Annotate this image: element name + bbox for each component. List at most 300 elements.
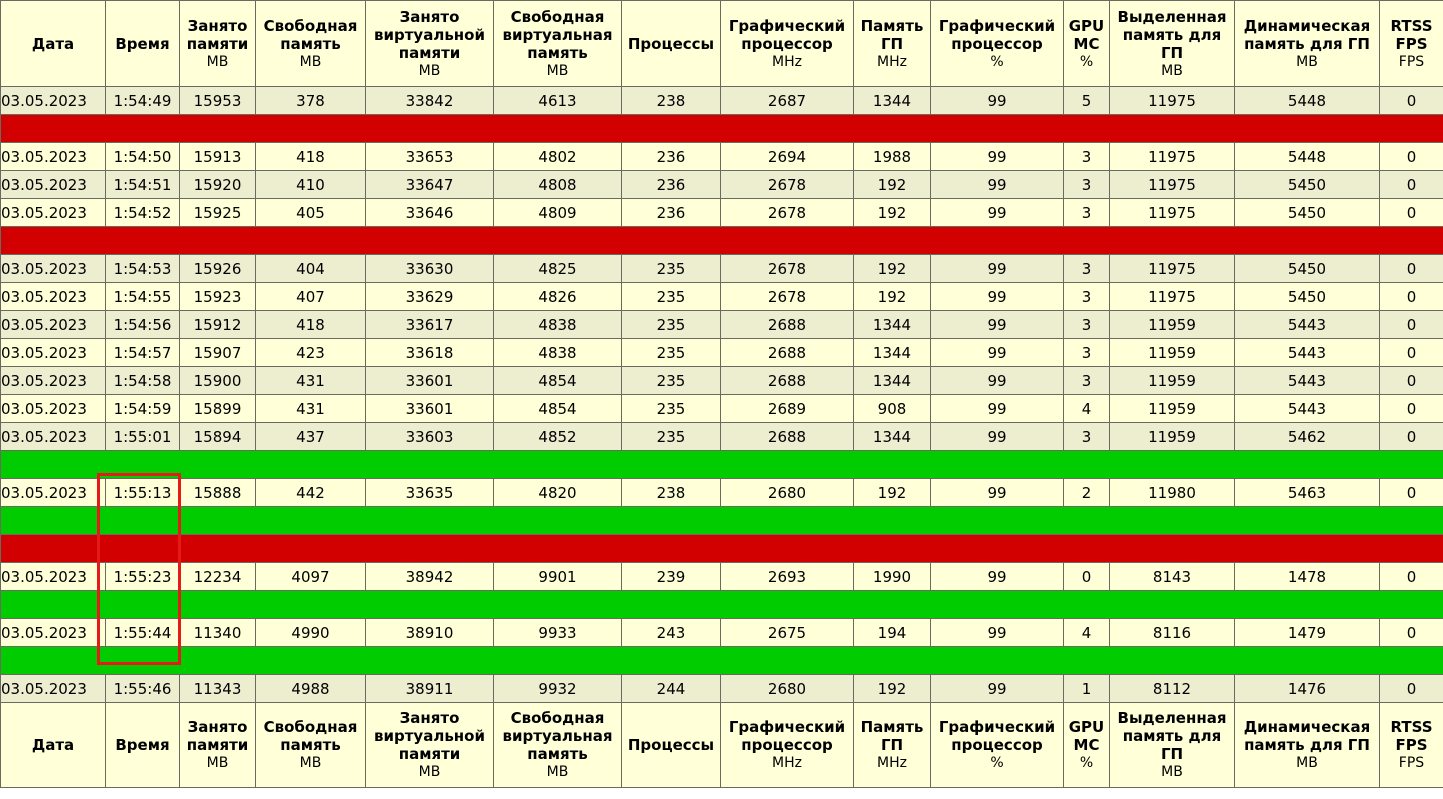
value-cell: 2688 (721, 423, 854, 451)
value-cell: 15926 (180, 255, 256, 283)
column-title: Занято памяти (186, 718, 249, 754)
column-title: Процессы (627, 34, 715, 53)
header-row-top (1, 1, 1443, 87)
value-cell: 239 (622, 563, 721, 591)
value-cell: 0 (1380, 283, 1443, 311)
value-cell: 0 (1380, 171, 1443, 199)
value-cell: 236 (622, 143, 721, 171)
value-cell: 11959 (1110, 367, 1235, 395)
header-top-col-5[interactable] (494, 1, 622, 87)
value-cell: 5448 (1235, 87, 1380, 115)
value-cell: 99 (931, 619, 1064, 647)
value-cell: 2688 (721, 339, 854, 367)
date-cell: 03.05.2023 (1, 675, 106, 703)
value-cell: 11975 (1110, 199, 1235, 227)
header-bottom-col-6[interactable] (622, 703, 721, 788)
value-cell: 4 (1064, 619, 1110, 647)
value-cell: 1344 (854, 87, 931, 115)
column-unit: MB (1161, 764, 1183, 780)
value-cell: 15923 (180, 283, 256, 311)
value-cell: 2688 (721, 367, 854, 395)
value-cell: 418 (256, 311, 366, 339)
date-cell: 03.05.2023 (1, 395, 106, 423)
value-cell: 2693 (721, 563, 854, 591)
table-row[interactable] (1, 283, 1443, 311)
column-title: Занято виртуальной памяти (374, 7, 485, 62)
date-cell: 03.05.2023 (1, 423, 106, 451)
value-cell: 99 (931, 283, 1064, 311)
header-top-col-12[interactable] (1235, 1, 1380, 87)
value-cell: 4 (1064, 395, 1110, 423)
column-unit: % (990, 755, 1004, 771)
date-cell: 03.05.2023 (1, 563, 106, 591)
table-row[interactable] (1, 479, 1443, 507)
column-title: Занято памяти (186, 16, 249, 53)
table-row[interactable] (1, 171, 1443, 199)
value-cell: 0 (1380, 255, 1443, 283)
column-title: Графический процессор (728, 718, 846, 754)
value-cell: 238 (622, 479, 721, 507)
value-cell: 5443 (1235, 339, 1380, 367)
value-cell: 5462 (1235, 423, 1380, 451)
value-cell: 11959 (1110, 395, 1235, 423)
table-row[interactable] (1, 367, 1443, 395)
value-cell: 15888 (180, 479, 256, 507)
header-bottom-col-0[interactable] (1, 703, 106, 788)
time-cell: 1:55:01 (106, 423, 180, 451)
value-cell: 99 (931, 367, 1064, 395)
date-cell: 03.05.2023 (1, 171, 106, 199)
red-separator-band (1, 227, 1443, 255)
value-cell: 407 (256, 283, 366, 311)
value-cell: 15953 (180, 87, 256, 115)
value-cell: 2689 (721, 395, 854, 423)
column-unit: % (1079, 53, 1094, 70)
column-title: GPU MC (1068, 16, 1105, 53)
column-title: Свободная виртуальная память (502, 709, 613, 763)
value-cell: 8112 (1110, 675, 1235, 703)
header-bottom-col-10[interactable] (1064, 703, 1110, 788)
value-cell: 99 (931, 87, 1064, 115)
value-cell: 3 (1064, 283, 1110, 311)
value-cell: 2680 (721, 675, 854, 703)
value-cell: 4809 (494, 199, 622, 227)
time-cell: 1:54:58 (106, 367, 180, 395)
value-cell: 192 (854, 255, 931, 283)
value-cell: 2678 (721, 199, 854, 227)
value-cell: 99 (931, 255, 1064, 283)
value-cell: 236 (622, 199, 721, 227)
column-title: Время (115, 736, 170, 754)
value-cell: 418 (256, 143, 366, 171)
column-title: Графический процессор (728, 16, 846, 53)
red-separator-band (1, 115, 1443, 143)
value-cell: 4097 (256, 563, 366, 591)
value-cell: 0 (1380, 423, 1443, 451)
value-cell: 11975 (1110, 171, 1235, 199)
value-cell: 1476 (1235, 675, 1380, 703)
value-cell: 431 (256, 395, 366, 423)
column-title: Процессы (627, 736, 715, 754)
value-cell: 4854 (494, 395, 622, 423)
column-title: Дата (31, 34, 75, 53)
column-title: Свободная память (263, 16, 358, 53)
header-bottom-col-9[interactable] (931, 703, 1064, 788)
value-cell: 33635 (366, 479, 494, 507)
header-top-col-0[interactable] (1, 1, 106, 87)
time-cell: 1:54:51 (106, 171, 180, 199)
header-bottom-col-1[interactable] (106, 703, 180, 788)
value-cell: 8143 (1110, 563, 1235, 591)
table-row[interactable] (1, 87, 1443, 115)
value-cell: 99 (931, 479, 1064, 507)
column-unit: MB (418, 62, 441, 79)
value-cell: 4826 (494, 283, 622, 311)
value-cell: 437 (256, 423, 366, 451)
value-cell: 38910 (366, 619, 494, 647)
column-unit: MB (299, 755, 322, 771)
value-cell: 3 (1064, 143, 1110, 171)
value-cell: 405 (256, 199, 366, 227)
value-cell: 12234 (180, 563, 256, 591)
column-title: Выделенная память для ГП (1117, 7, 1227, 62)
date-cell: 03.05.2023 (1, 143, 106, 171)
value-cell: 908 (854, 395, 931, 423)
value-cell: 9901 (494, 563, 622, 591)
value-cell: 4613 (494, 87, 622, 115)
time-cell: 1:54:56 (106, 311, 180, 339)
header-bottom-col-5[interactable] (494, 703, 622, 788)
column-unit: MHz (772, 755, 802, 771)
value-cell: 378 (256, 87, 366, 115)
value-cell: 235 (622, 339, 721, 367)
column-title: Память ГП (860, 16, 924, 53)
value-cell: 33646 (366, 199, 494, 227)
band-cell (1, 535, 1443, 563)
table-row[interactable] (1, 255, 1443, 283)
band-cell (1, 227, 1443, 255)
value-cell: 11959 (1110, 339, 1235, 367)
value-cell: 192 (854, 199, 931, 227)
header-top-col-8[interactable] (854, 1, 931, 87)
value-cell: 4854 (494, 367, 622, 395)
column-title: Выделенная память для ГП (1117, 709, 1227, 763)
value-cell: 5 (1064, 87, 1110, 115)
column-unit: MB (206, 53, 229, 70)
header-bottom-col-4[interactable] (366, 703, 494, 788)
value-cell: 0 (1380, 339, 1443, 367)
time-cell: 1:55:46 (106, 675, 180, 703)
value-cell: 15899 (180, 395, 256, 423)
value-cell: 33618 (366, 339, 494, 367)
green-separator-band (1, 451, 1443, 479)
value-cell: 11959 (1110, 311, 1235, 339)
value-cell: 4988 (256, 675, 366, 703)
value-cell: 235 (622, 255, 721, 283)
green-separator-band (1, 507, 1443, 535)
green-separator-band (1, 591, 1443, 619)
value-cell: 2687 (721, 87, 854, 115)
header-bottom-col-13[interactable] (1380, 703, 1443, 788)
value-cell: 2678 (721, 171, 854, 199)
header-top-col-6[interactable] (622, 1, 721, 87)
column-title: Динамическая память для ГП (1243, 718, 1371, 754)
time-cell: 1:54:50 (106, 143, 180, 171)
value-cell: 3 (1064, 171, 1110, 199)
table-row[interactable] (1, 423, 1443, 451)
header-top-col-11[interactable] (1110, 1, 1235, 87)
column-unit: FPS (1398, 53, 1425, 70)
header-bottom-col-7[interactable] (721, 703, 854, 788)
value-cell: 4825 (494, 255, 622, 283)
date-cell: 03.05.2023 (1, 367, 106, 395)
header-bottom-col-8[interactable] (854, 703, 931, 788)
time-cell: 1:54:49 (106, 87, 180, 115)
value-cell: 5443 (1235, 367, 1380, 395)
value-cell: 0 (1380, 199, 1443, 227)
date-cell: 03.05.2023 (1, 479, 106, 507)
value-cell: 0 (1380, 479, 1443, 507)
value-cell: 235 (622, 367, 721, 395)
table-row[interactable] (1, 395, 1443, 423)
column-unit: MHz (877, 53, 907, 70)
value-cell: 4990 (256, 619, 366, 647)
header-bottom-col-12[interactable] (1235, 703, 1380, 788)
value-cell: 4852 (494, 423, 622, 451)
date-cell: 03.05.2023 (1, 311, 106, 339)
value-cell: 5450 (1235, 283, 1380, 311)
column-title: Время (115, 34, 170, 53)
value-cell: 3 (1064, 311, 1110, 339)
column-title: Память ГП (860, 718, 924, 754)
value-cell: 2678 (721, 255, 854, 283)
header-top-col-4[interactable] (366, 1, 494, 87)
column-title: Графический процессор (938, 16, 1056, 53)
value-cell: 0 (1380, 311, 1443, 339)
value-cell: 11975 (1110, 143, 1235, 171)
column-unit: MB (546, 764, 569, 780)
column-title: Свободная виртуальная память (502, 7, 613, 62)
date-cell: 03.05.2023 (1, 339, 106, 367)
value-cell: 99 (931, 395, 1064, 423)
value-cell: 33630 (366, 255, 494, 283)
value-cell: 3 (1064, 199, 1110, 227)
header-top-col-3[interactable] (256, 1, 366, 87)
date-cell: 03.05.2023 (1, 619, 106, 647)
value-cell: 192 (854, 479, 931, 507)
value-cell: 4808 (494, 171, 622, 199)
header-top-col-10[interactable] (1064, 1, 1110, 87)
green-separator-band (1, 647, 1443, 675)
value-cell: 0 (1380, 619, 1443, 647)
value-cell: 3 (1064, 339, 1110, 367)
date-cell: 03.05.2023 (1, 87, 106, 115)
value-cell: 5450 (1235, 255, 1380, 283)
value-cell: 2680 (721, 479, 854, 507)
value-cell: 1344 (854, 367, 931, 395)
value-cell: 4820 (494, 479, 622, 507)
column-unit: MB (418, 764, 441, 780)
column-title: RTSS FPS (1390, 16, 1433, 53)
value-cell: 99 (931, 171, 1064, 199)
column-title: Графический процессор (938, 718, 1056, 754)
value-cell: 442 (256, 479, 366, 507)
value-cell: 1990 (854, 563, 931, 591)
table-row[interactable] (1, 143, 1443, 171)
column-unit: MB (1296, 53, 1318, 70)
value-cell: 33653 (366, 143, 494, 171)
value-cell: 192 (854, 675, 931, 703)
value-cell: 1344 (854, 311, 931, 339)
value-cell: 0 (1380, 675, 1443, 703)
value-cell: 192 (854, 171, 931, 199)
value-cell: 11959 (1110, 423, 1235, 451)
value-cell: 235 (622, 423, 721, 451)
red-separator-band (1, 535, 1443, 563)
value-cell: 99 (931, 675, 1064, 703)
value-cell: 11975 (1110, 87, 1235, 115)
table-row[interactable] (1, 563, 1443, 591)
time-cell: 1:55:44 (106, 619, 180, 647)
column-unit: MB (1296, 755, 1318, 771)
column-title: Динамическая память для ГП (1243, 16, 1371, 53)
value-cell: 38911 (366, 675, 494, 703)
value-cell: 33603 (366, 423, 494, 451)
value-cell: 192 (854, 283, 931, 311)
value-cell: 33601 (366, 395, 494, 423)
time-cell: 1:55:13 (106, 479, 180, 507)
value-cell: 235 (622, 311, 721, 339)
value-cell: 5450 (1235, 199, 1380, 227)
column-unit: MB (546, 62, 569, 79)
value-cell: 1344 (854, 423, 931, 451)
value-cell: 2694 (721, 143, 854, 171)
value-cell: 0 (1380, 395, 1443, 423)
value-cell: 15907 (180, 339, 256, 367)
value-cell: 33629 (366, 283, 494, 311)
value-cell: 9933 (494, 619, 622, 647)
time-cell: 1:54:57 (106, 339, 180, 367)
header-bottom-col-2[interactable] (180, 703, 256, 788)
value-cell: 194 (854, 619, 931, 647)
header-top-col-13[interactable] (1380, 1, 1443, 87)
date-cell: 03.05.2023 (1, 255, 106, 283)
value-cell: 2688 (721, 311, 854, 339)
value-cell: 0 (1380, 143, 1443, 171)
value-cell: 33842 (366, 87, 494, 115)
time-cell: 1:54:53 (106, 255, 180, 283)
value-cell: 99 (931, 143, 1064, 171)
value-cell: 0 (1064, 563, 1110, 591)
time-cell: 1:55:23 (106, 563, 180, 591)
band-cell (1, 507, 1443, 535)
column-title: Занято виртуальной памяти (374, 709, 485, 763)
band-cell (1, 451, 1443, 479)
value-cell: 99 (931, 423, 1064, 451)
value-cell: 5443 (1235, 395, 1380, 423)
table-row[interactable] (1, 675, 1443, 703)
value-cell: 33617 (366, 311, 494, 339)
value-cell: 4838 (494, 339, 622, 367)
time-cell: 1:54:55 (106, 283, 180, 311)
value-cell: 1988 (854, 143, 931, 171)
header-top-col-9[interactable] (931, 1, 1064, 87)
header-bottom-col-3[interactable] (256, 703, 366, 788)
value-cell: 3 (1064, 423, 1110, 451)
value-cell: 5443 (1235, 311, 1380, 339)
column-title: GPU MC (1068, 718, 1105, 754)
value-cell: 0 (1380, 563, 1443, 591)
date-cell: 03.05.2023 (1, 199, 106, 227)
table-row[interactable] (1, 199, 1443, 227)
column-unit: MB (299, 53, 322, 70)
value-cell: 15894 (180, 423, 256, 451)
value-cell: 5463 (1235, 479, 1380, 507)
value-cell: 1479 (1235, 619, 1380, 647)
date-cell: 03.05.2023 (1, 283, 106, 311)
column-unit: FPS (1398, 755, 1425, 771)
header-bottom-col-11[interactable] (1110, 703, 1235, 788)
header-top-col-1[interactable] (106, 1, 180, 87)
column-unit: % (1079, 755, 1094, 771)
value-cell: 0 (1380, 367, 1443, 395)
value-cell: 8116 (1110, 619, 1235, 647)
value-cell: 410 (256, 171, 366, 199)
value-cell: 11975 (1110, 255, 1235, 283)
value-cell: 235 (622, 283, 721, 311)
value-cell: 423 (256, 339, 366, 367)
value-cell: 11343 (180, 675, 256, 703)
column-unit: MHz (772, 53, 802, 70)
column-unit: % (990, 53, 1004, 70)
value-cell: 38942 (366, 563, 494, 591)
value-cell: 15920 (180, 171, 256, 199)
value-cell: 235 (622, 395, 721, 423)
value-cell: 33601 (366, 367, 494, 395)
band-cell (1, 647, 1443, 675)
value-cell: 236 (622, 171, 721, 199)
column-unit: MB (206, 755, 229, 771)
value-cell: 244 (622, 675, 721, 703)
value-cell: 2675 (721, 619, 854, 647)
value-cell: 2 (1064, 479, 1110, 507)
band-cell (1, 591, 1443, 619)
value-cell: 3 (1064, 255, 1110, 283)
time-cell: 1:54:59 (106, 395, 180, 423)
value-cell: 5450 (1235, 171, 1380, 199)
value-cell: 99 (931, 563, 1064, 591)
value-cell: 99 (931, 199, 1064, 227)
value-cell: 15900 (180, 367, 256, 395)
header-top-col-2[interactable] (180, 1, 256, 87)
header-top-col-7[interactable] (721, 1, 854, 87)
value-cell: 11975 (1110, 283, 1235, 311)
value-cell: 404 (256, 255, 366, 283)
value-cell: 1344 (854, 339, 931, 367)
value-cell: 11340 (180, 619, 256, 647)
column-unit: MHz (877, 755, 907, 771)
table-row[interactable] (1, 339, 1443, 367)
header-row-bottom (1, 703, 1443, 788)
value-cell: 99 (931, 311, 1064, 339)
value-cell: 15925 (180, 199, 256, 227)
value-cell: 11980 (1110, 479, 1235, 507)
value-cell: 431 (256, 367, 366, 395)
value-cell: 4838 (494, 311, 622, 339)
table-row[interactable] (1, 311, 1443, 339)
column-unit: MB (1161, 62, 1183, 79)
table-row[interactable] (1, 619, 1443, 647)
